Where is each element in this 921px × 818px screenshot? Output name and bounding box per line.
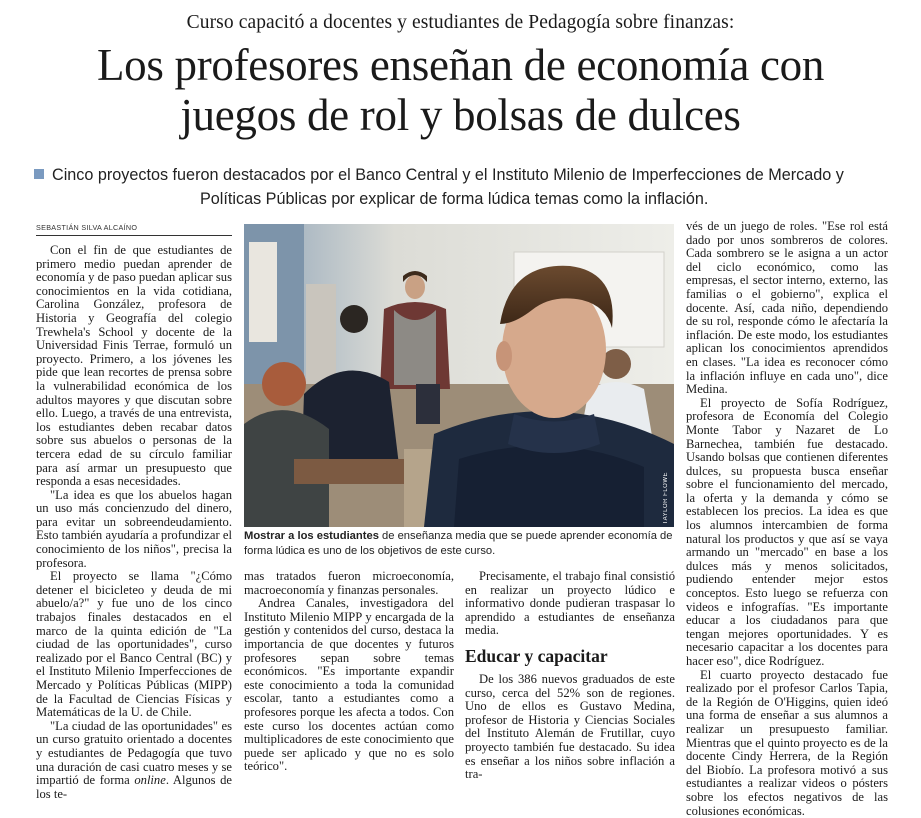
bullet-square-icon bbox=[34, 169, 44, 179]
lead-line-2: Políticas Públicas por explicar de forma lúdica temas como la inflación. bbox=[200, 190, 709, 208]
photo-caption bbox=[244, 529, 674, 559]
column-2 bbox=[244, 570, 454, 774]
body-paragraph: El proyecto de Sofía Rodríguez, profesora de Economía del Colegio Monte Tabor y Nazaret de Lo Barnechea, también fue destacado. Usando bolsas que contienen diferentes dulces, su propuesta busca enseñar sobre el funcionamiento del mercado, la oferta y la demanda y cómo se establecen los precios. La idea es que los alumnos intercambien de forma natural los productos y que así se vaya armando un "mercado" en base a los dulces más y menos solicitados, pudiendo entender mejor estos conceptos. Esto luego se refuerza con videos e infografías. "Es importante educar a los ciudadanos para que tengan mejores oportunidades. Y es necesario capacitar a los docentes para hacer eso", dice Rodríguez. bbox=[686, 395, 888, 668]
body-paragraph: El cuarto proyecto destacado fue realizado por el profesor Carlos Tapia, de la Región de O'Higgins, quien ideó una forma de enseñar a sus alumnos a realizar un presupuesto familiar. Mientras que el quinto proyecto es de la docente Cindy Herrera, de la Región del Biobío. La profesora motivó a sus estudiantes a realizar videos o pósters sobre los efectos negativos de las colusiones económicas. bbox=[686, 667, 888, 818]
body-paragraph: De los 386 nuevos graduados de este curso, cerca del 52% son de regiones. Uno de ellos es Gustavo Medina, profesor de Historia y Ciencias Sociales del Instituto Alemán de Frutillar, cuyo proyecto también fue destacado. Su idea es enseñar a los niños sobre inflación a tra- bbox=[465, 671, 675, 782]
byline: SEBASTIÁN SILVA ALCAÍNO bbox=[36, 223, 138, 232]
body-paragraph: El proyecto se llama "¿Cómo detener el bicicleteo y deuda de mi abuelo/a?" y fue uno de los cinco trabajos finales destacados en el marco de la quinta edición de "La ciudad de las oportunidades", curso realizado por el Banco Central (BC) y el Instituto Milenio Imperfecciones de Mercado y Políticas Públicas (MIPP) de la Facultad de Ciencias Físicas y Matemáticas de la U. de Chile. bbox=[36, 569, 232, 720]
body-paragraph: Con el fin de que estudiantes de primero medio puedan aprender de economía y de paso puedan aplicar sus conocimientos en la vida cotidiana, Carolina González, profesora de Historia y Geografía del colegio Trewhela's School y docente de la Universidad Finis Terrae, formuló un proyecto. Primero, a los jóvenes les pide que lean recortes de prensa sobre la vulnerabilidad económica de los adultos mayores y que discutan sobre ello. Luego, a través de una entrevista, los estudiantes deben recabar datos sobre sus abuelos o personas de la tercera edad de su círculo familiar para así armar un presupuesto que responda a esas necesidades. bbox=[36, 243, 232, 489]
byline-divider bbox=[36, 235, 232, 236]
body-paragraph bbox=[36, 720, 232, 802]
column-1 bbox=[36, 244, 232, 801]
section-subhead: Educar y capacitar bbox=[465, 645, 608, 666]
classroom-photo-image bbox=[244, 224, 674, 527]
column-3 bbox=[465, 570, 675, 782]
body-paragraph: vés de un juego de roles. "Ese rol está dado por unos sombreros de colores. Cada sombrero se le asigna a un actor del ciclo económico, como las empresas, el sector interno, externo, las familias o el gobierno", explica el docente. Así, cada niño, dependiendo de su rol, responde cómo le afectaría la inflación. De este modo, los estudiantes aplican los conocimientos aprendidos en clases. "La idea es reconocer cómo la inflación influye en cada uno", dice Medina. bbox=[686, 219, 888, 397]
caption-text: de enseñanza media que se puede aprender economía de forma lúdica es uno de los objetivos de este curso. bbox=[244, 530, 673, 557]
body-paragraph: "La idea es que los abuelos hagan un uso más concienzudo del dinero, para evitar un sobreendeudamiento. Esto también ayudaría a profundizar el conocimiento de los niños", precisa la profesora. bbox=[36, 487, 232, 570]
lead-line-1 bbox=[34, 163, 904, 187]
body-paragraph: Precisamente, el trabajo final consistió en realizar un proyecto lúdico e informativo donde pudieran traspasar lo aprendido a estudiantes de enseñanza media. bbox=[465, 569, 675, 638]
classroom-photo bbox=[244, 224, 674, 527]
body-text: "La ciudad de las oportunidades" es un curso gratuito orientado a docentes y estudiantes de Pedagogía que tuvo una duración de casi cuatro meses y se impartió de forma bbox=[36, 718, 232, 788]
photo-credit: TAYLOR FLOWE bbox=[663, 472, 669, 525]
headline-line-1: Los profesores enseñan de economía con bbox=[96, 40, 825, 90]
body-text: . Algunos de los te- bbox=[36, 773, 232, 801]
headline-line-2: juegos de rol y bolsas de dulces bbox=[180, 90, 741, 140]
body-paragraph: mas tratados fueron microeconomía, macroeconomía y finanzas personales. bbox=[244, 569, 454, 597]
headline bbox=[0, 40, 921, 140]
caption-bold: Mostrar a los estudiantes bbox=[244, 530, 379, 542]
body-paragraph: Andrea Canales, investigadora del Instituto Milenio MIPP y encargada de la gestión y contenidos del curso, destaca la importancia de que docentes y futuros profesores sepan sobre temas económicos. "Es importante expandir este conocimiento a toda la comunidad escolar, tanto a estudiantes como a profesores porque les afecta a todos. Con este curso los docentes actúan como multiplicadores de este conocimiento que puede ser aplicado y que no es solo teórico". bbox=[244, 596, 454, 774]
lead-text-1: Cinco proyectos fueron destacados por el Banco Central y el Instituto Milenio de Imperfecciones de Mercado y bbox=[52, 166, 844, 184]
kicker: Curso capacitó a docentes y estudiantes de Pedagogía sobre finanzas: bbox=[186, 12, 735, 33]
column-4 bbox=[686, 220, 888, 818]
lead-paragraph bbox=[34, 163, 904, 211]
body-italic: online bbox=[134, 773, 166, 788]
